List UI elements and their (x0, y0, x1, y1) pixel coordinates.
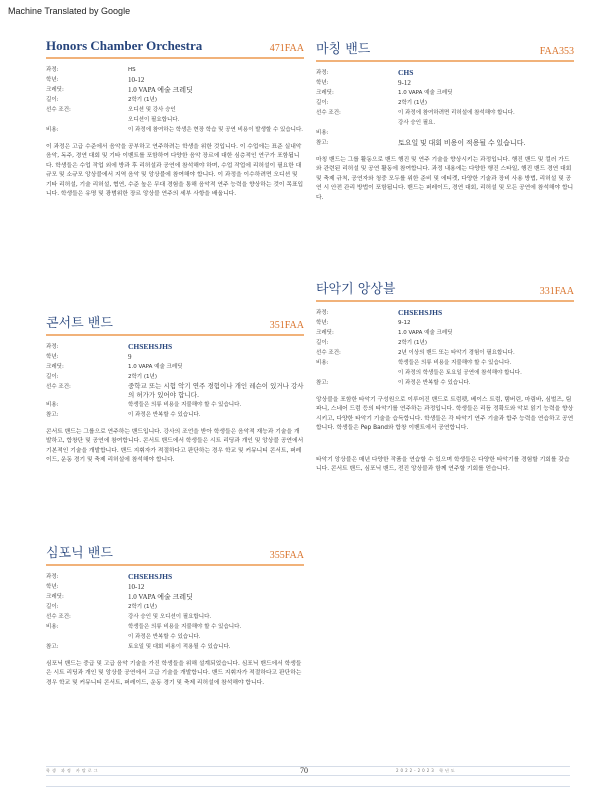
detail-row (316, 78, 574, 88)
detail-row (46, 582, 304, 592)
detail-label: 비용: (316, 360, 329, 366)
course-concert-band (46, 312, 304, 466)
detail-label: 크레딧: (316, 90, 334, 96)
detail-label: 선수 조건: (46, 614, 71, 620)
detail-value: CHSEHSJHS (128, 342, 173, 351)
course-code: 351FAA (269, 320, 304, 331)
detail-label: 길이: (316, 340, 329, 346)
course-details (46, 342, 304, 420)
detail-row (46, 362, 304, 372)
detail-label (316, 118, 398, 128)
page-number: 70 (300, 766, 308, 775)
course-title: Honors Chamber Orchestra (46, 38, 203, 53)
detail-row (316, 368, 574, 378)
detail-label: 참고: (316, 380, 329, 386)
detail-row (46, 572, 304, 582)
course-honors-chamber-orchestra (46, 38, 304, 199)
detail-row (46, 612, 304, 622)
detail-label: 선수 조건: (316, 350, 341, 356)
detail-row (316, 128, 574, 138)
footer-band (46, 775, 570, 787)
course-title: 마칭 밴드 (316, 42, 371, 57)
detail-row (316, 308, 574, 318)
course-header (46, 542, 304, 566)
detail-row (46, 602, 304, 612)
detail-value: 토요일 및 대회 비용이 적용될 수 있습니다. (398, 139, 526, 147)
detail-value: 이 과정에 참여하려면 리허설에 참석해야 합니다. (398, 110, 515, 116)
course-title: 타악기 앙상블 (316, 282, 396, 297)
footer-rule (46, 766, 570, 767)
detail-label: 과정: (316, 70, 329, 76)
detail-row (46, 622, 304, 632)
course-title: 심포닉 밴드 (46, 546, 113, 561)
detail-row (46, 352, 304, 362)
detail-row (46, 105, 304, 115)
course-percussion-ensemble (316, 278, 574, 474)
detail-value: 이 과정에 참여하는 학생은 현장 학습 및 공연 비용이 발생할 수 있습니다. (128, 127, 304, 133)
detail-row (316, 358, 574, 368)
detail-row (316, 108, 574, 118)
detail-label: 크레딧: (46, 364, 64, 370)
detail-row (316, 318, 574, 328)
detail-label (46, 115, 128, 125)
course-title: 콘서트 밴드 (46, 316, 113, 331)
detail-label: 크레딧: (46, 87, 64, 93)
detail-label: 길이: (46, 374, 59, 380)
course-description: 마칭 밴드는 그룹 활동으로 밴드 행진 및 연주 기술을 향상시키는 과정입니다. 행진 밴드 및 컬러 가드와 관련된 리허설 및 공연 활동에 참여합니다. 과정 내용에는 다양한 행진 스타일, 행진 밴드 경연 대회 및 축제 규칙, 공연자와 청중 모두를 위한 준비 및 에티켓, 다양한 기술과 장비 사용 방법, 리허설 및 공연 시 안전 관리 방법이 포함됩니다. 밴드는 퍼레이드, 경연 대회, 리허설 및 모든 공연에 참석해야 합니다. (316, 157, 574, 201)
detail-value: 토요일 및 대회 비용이 적용될 수 있습니다. (128, 644, 231, 650)
detail-label: 비용: (316, 130, 329, 136)
detail-row (46, 115, 304, 125)
course-details (316, 68, 574, 148)
detail-value: HS (128, 67, 136, 73)
footer-left-text: 학생 과정 카탈로그 (46, 768, 100, 773)
detail-row (46, 85, 304, 95)
detail-value: CHSEHSJHS (128, 572, 173, 581)
detail-value: 이 과정은 반복할 수 있습니다. (128, 412, 201, 418)
detail-value: 2학기 (1년) (128, 97, 157, 103)
detail-label: 비용: (46, 402, 59, 408)
detail-value: CHS (398, 68, 414, 77)
detail-label: 참고: (46, 644, 59, 650)
course-description: 심포닉 밴드는 중급 및 고급 음악 기술을 가진 학생들을 위해 설계되었습니다. 심포닉 밴드에서 학생들은 시트 리딩과 개인 및 앙상블 공연에서 고급 기술을 개발합니다. 밴드 지휘자가 적절하다고 판단하는 경우 학교 및 커뮤니티 콘서트, 퍼레이드, 운동 경기 및 축제 리허설에 참석해야 합니다. (46, 661, 302, 686)
detail-value: 1.0 VAPA 예술 크레딧 (128, 86, 193, 94)
detail-label: 학년: (46, 77, 59, 83)
course-header (316, 278, 574, 302)
detail-label: 과정: (46, 344, 59, 350)
detail-label: 참고: (316, 140, 329, 146)
detail-value: 중학교 또는 시험 악기 연주 경험이나 개인 레슨이 있거나 강사의 허가가 있어야 합니다. (128, 382, 304, 399)
detail-label: 길이: (316, 100, 329, 106)
machine-translated-note: Machine Translated by Google (8, 6, 131, 16)
detail-row (46, 632, 304, 642)
course-symphonic-band (46, 542, 304, 688)
detail-value: 강사 승인 필요. (398, 120, 436, 126)
detail-value: 학생들은 의류 비용을 지불해야 할 수 있습니다. (128, 402, 242, 408)
course-description: 앙상블을 포함한 타악기 구성원으로 이루어진 밴드로 트럼펫, 베이스 트럼, 탬버린, 마림바, 심벌즈, 팀파니, 스네어 드럼 등의 타악기를 연주하는 과정입니다. 학생들은 리듬 정확도와 악보 읽기 능력을 향상시키고, 다양한 타악기 기술을 습득합니다. 학생들은 각 타악기 연주 기술과 합주 능력을 연습하고 공연합니다. 학생들은 Pep Band와 합창 이벤트에서 공연합니다. (316, 397, 574, 432)
course-code: 331FAA (539, 286, 574, 297)
detail-value: 2학기 (1년) (398, 340, 427, 346)
course-details (46, 572, 304, 652)
detail-row (316, 68, 574, 78)
detail-label: 학년: (316, 320, 329, 326)
detail-value: 이 과정은 반복할 수 있습니다. (398, 380, 471, 386)
course-details (46, 65, 304, 135)
detail-value: 강사 승인 및 오디션이 필요합니다. (128, 614, 212, 620)
detail-label: 크레딧: (316, 330, 334, 336)
detail-label: 선수 조건: (46, 107, 71, 113)
detail-label: 비용: (46, 127, 59, 133)
detail-label: 학년: (46, 354, 59, 360)
detail-row (316, 338, 574, 348)
detail-row (316, 118, 574, 128)
detail-label: 선수 조건: (316, 110, 341, 116)
detail-row (316, 348, 574, 358)
course-description-extra: 타악기 앙상블은 매년 다양한 작품을 연습할 수 있으며 학생들은 다양한 타악기를 경험할 기회를 갖습니다. 콘서트 밴드, 심포닉 밴드, 전진 앙상블과 함께 연주할 기회를 얻습니다. (316, 456, 570, 473)
detail-row (316, 328, 574, 338)
detail-row (46, 592, 304, 602)
course-header (316, 38, 574, 62)
detail-value: 오디션 및 강사 승인 (128, 107, 176, 113)
detail-row (316, 88, 574, 98)
detail-row (316, 138, 574, 148)
detail-value: 1.0 VAPA 예술 크레딧 (398, 330, 453, 336)
detail-value: 2학기 (1년) (128, 374, 157, 380)
course-header (46, 38, 304, 59)
course-details (316, 308, 574, 388)
detail-label: 학년: (46, 584, 59, 590)
course-header (46, 312, 304, 336)
detail-label: 선수 조건: (46, 384, 71, 390)
detail-value: 학생들은 의류 비용을 지불해야 할 수 있습니다. (398, 360, 512, 366)
detail-label: 길이: (46, 604, 59, 610)
footer-right-text: 2022-2023 학년도 (396, 768, 457, 773)
detail-value: 1.0 VAPA 예술 크레딧 (128, 593, 193, 601)
detail-row (316, 378, 574, 388)
detail-row (46, 400, 304, 410)
detail-row (46, 95, 304, 105)
detail-label: 참고: (46, 412, 59, 418)
detail-value: 2학기 (1년) (398, 100, 427, 106)
detail-row (46, 75, 304, 85)
detail-value: 2학기 (1년) (128, 604, 157, 610)
detail-value: 9-12 (398, 79, 411, 87)
detail-value: 학생들은 의류 비용을 지불해야 할 수 있습니다. (128, 624, 242, 630)
detail-label: 비용: (46, 624, 59, 630)
detail-value (398, 128, 574, 138)
detail-value: 10-12 (128, 583, 145, 591)
detail-value: 1.0 VAPA 예술 크레딧 (128, 364, 183, 370)
detail-value: 이 과정은 반복할 수 있습니다. (128, 634, 201, 640)
detail-label: 크레딧: (46, 594, 64, 600)
detail-label: 학년: (316, 80, 329, 86)
course-description: 콘서트 밴드는 그룹으로 연주하는 밴드입니다. 강사의 조언을 받아 학생들은 음악적 재능과 기술을 개발하고, 합창단 및 공연에 참여합니다. 콘서트 밴드에서 학생들은 시트 리딩과 개인 및 앙상블 공연에서 기본적인 기술을 개발합니다. 밴드 지휘자가 적절하다고 판단하는 경우 학교 및 커뮤니티 콘서트, 퍼레이드, 운동 경기 및 축제 리허설에 참석해야 합니다. (46, 429, 304, 464)
course-code: 355FAA (269, 550, 304, 561)
detail-label (46, 632, 128, 642)
detail-label: 길이: (46, 97, 59, 103)
detail-row (46, 642, 304, 652)
detail-value: 9 (128, 353, 132, 361)
course-code: 471FAA (269, 43, 304, 54)
detail-value: 9-12 (398, 320, 411, 326)
detail-label: 과정: (316, 310, 329, 316)
course-marching-band (316, 38, 574, 203)
detail-value: 오디션이 필요합니다. (128, 117, 180, 123)
detail-label (316, 368, 398, 378)
detail-label: 과정: (46, 574, 59, 580)
course-description: 이 과정은 고급 수준에서 음악을 공부하고 연주하려는 학생을 위한 것입니다. 이 수업에는 표준 실내악 음악, 독주, 경연 대회 및 기타 이벤트를 포함하여 다양한 음악 장르에 대한 심층적인 연구가 포함됩니다. 학생들은 수업 작업 외에 방과 후 리허설과 공연에 참석해야 하며, 수업 작업에 리허설이 필요한 대규모 및 소규모 앙상블에서 지역 음악 및 앙상블에 참여해야 합니다. 이 과정을 이수하려면 오디션 및 기타 리허설, 기술 리허설, 협연, 수준 높은 무대 경험을 통해 음악적 연주 능력을 향상하는 것이 목표입니다. 학생들은 유명 및 광범위한 장르 앙상블 연주의 세부 사항을 배웁니다. (46, 144, 304, 198)
course-code: FAA353 (539, 46, 574, 57)
detail-row (316, 98, 574, 108)
detail-row (46, 65, 304, 75)
detail-value: 1.0 VAPA 예술 크레딧 (398, 90, 453, 96)
detail-value: CHSEHSJHS (398, 308, 443, 317)
detail-value: 2년 이상의 밴드 또는 타악기 경험이 필요합니다. (398, 350, 515, 356)
detail-row (46, 382, 304, 400)
detail-row (46, 125, 304, 135)
detail-value: 이 과정의 학생들은 토요일 공연에 참석해야 합니다. (398, 370, 522, 376)
detail-row (46, 410, 304, 420)
detail-row (46, 342, 304, 352)
detail-value: 10-12 (128, 76, 145, 84)
detail-label: 과정: (46, 67, 59, 73)
detail-row (46, 372, 304, 382)
